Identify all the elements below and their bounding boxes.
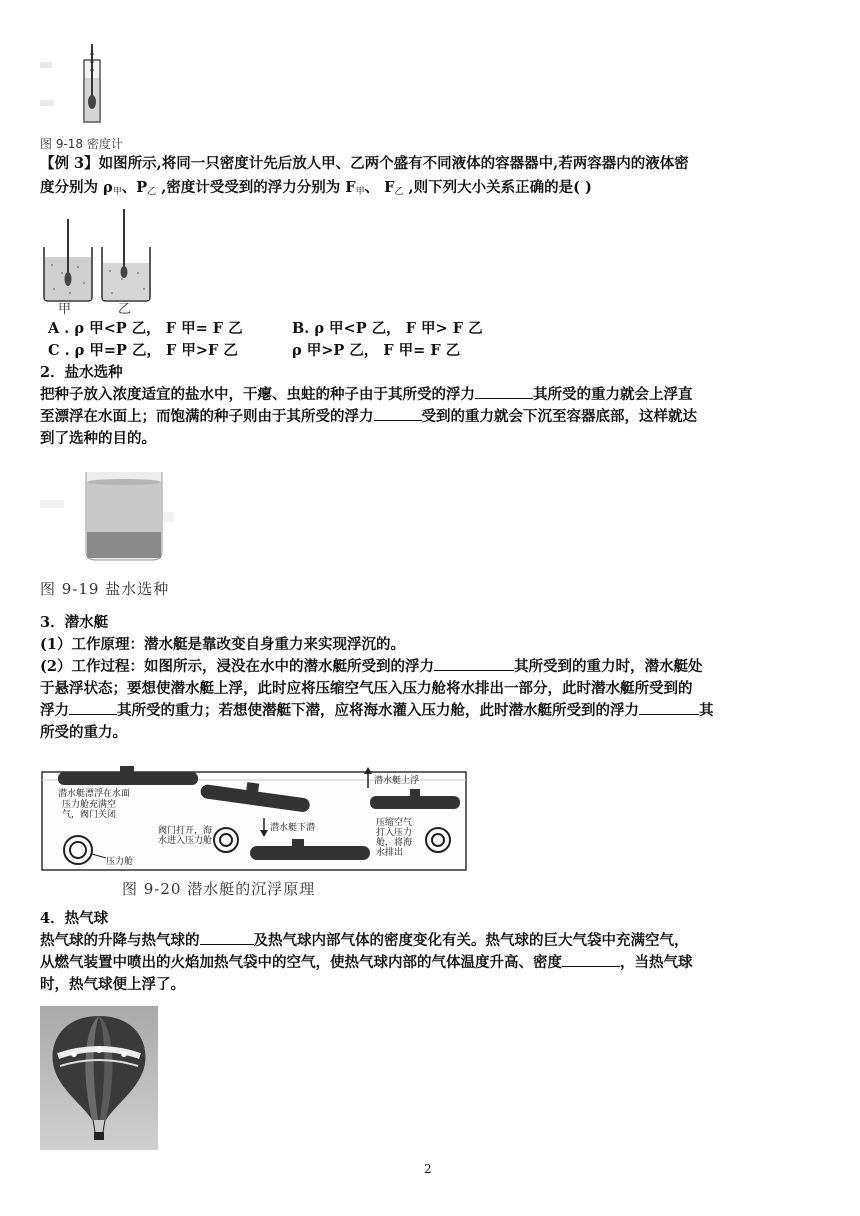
label-up: 潜水艇上浮 — [374, 776, 420, 786]
option-d[interactable]: ρ 甲>P 乙， F 甲= F 乙 — [292, 342, 461, 359]
section-2-heading: 2．盐水选种 — [40, 364, 123, 381]
beaker-label-yi: 乙 — [118, 302, 132, 317]
blank-4[interactable] — [69, 700, 117, 715]
label-compress: 压缩空气 打入压力 舱，将海 水排出 — [376, 818, 413, 858]
section-3-heading: 3．潜水艇 — [40, 614, 109, 631]
two-beakers-figure — [40, 205, 160, 313]
option-a[interactable]: A . ρ 甲<P 乙， F 甲= F 乙 — [48, 320, 243, 337]
label-chamber: 压力舱 — [106, 857, 134, 867]
blank-7[interactable] — [562, 952, 620, 967]
section-4-line-3: 时，热气球便上浮了。 — [40, 976, 185, 993]
section-4-heading: 4．热气球 — [40, 910, 109, 927]
section-4-line-1: 热气球的升降与热气球的 及热气球内部气体的密度变化有关。热气球的巨大气袋中充满空气， — [40, 932, 689, 949]
blank-2[interactable] — [374, 406, 422, 421]
blank-3[interactable] — [434, 656, 514, 671]
label-float: 潜水艇漂浮在水面 — [58, 789, 131, 799]
hot-air-balloon-photo — [40, 1006, 158, 1150]
section-3-line-4: 浮力 其所受的重力；若想使潜艇下潜，应将海水灌入压力舱，此时潜水艇所受到的浮力 其 — [40, 702, 714, 719]
submarine-diagram — [40, 762, 468, 872]
beaker-label-jia: 甲 — [58, 302, 72, 317]
figure-caption-9-19: 图 9-19 盐水选种 — [40, 580, 170, 598]
section-2-line-2: 至漂浮在水面上；而饱满的种子则由于其所受的浮力 受到的重力就会下沉至容器底部，这样就达 — [40, 408, 697, 425]
section-3-line-3: 于悬浮状态；要想使潜水艇上浮，此时应将压缩空气压入压力舱将水排出一部分，此时潜水艇所受到的 — [40, 680, 693, 697]
section-3-line-5: 所受的重力。 — [40, 724, 127, 741]
blank-5[interactable] — [639, 700, 699, 715]
figure-caption-9-20: 图 9-20 潜水艇的沉浮原理 — [122, 880, 316, 898]
label-valve-closed: 压力舱充满空 气，阀门关闭 — [62, 800, 117, 820]
page-number: 2 — [424, 1162, 432, 1176]
option-c[interactable]: C . ρ 甲=P 乙， F 甲>F 乙 — [48, 342, 238, 359]
label-down: 潜水艇下潜 — [270, 823, 316, 833]
hydrometer-figure — [40, 40, 120, 130]
blank-1[interactable] — [475, 384, 533, 399]
section-3-line-2: (2）工作过程：如图所示，浸没在水中的潜水艇所受到的浮力 其所受到的重力时，潜水艇处 — [40, 658, 703, 675]
section-3-line-1: (1）工作原理：潜水艇是靠改变自身重力来实现浮沉的。 — [40, 636, 405, 653]
label-valve-open: 阀门打开，海 水进入压力舱 — [158, 826, 213, 846]
example-tag: 【例 3】 — [40, 155, 99, 172]
section-2-line-1: 把种子放入浓度适宜的盐水中，干瘪、虫蛀的种子由于其所受的浮力 其所受的重力就会上浮直 — [40, 386, 693, 403]
option-b[interactable]: B. ρ 甲<P 乙， F 甲> F 乙 — [292, 320, 483, 337]
example-3-line-1: 【例 3】如图所示,将同一只密度计先后放人甲、乙两个盛有不同液体的容器器中,若两容器内的液体密 — [40, 155, 689, 172]
example-3-line-2: 度分别为 $\rho_甲$、$P_乙$ ,密度计受受到的浮力分别为 $F_甲$、 $F_乙$ ,则下列大小关系正确的是( ) — [40, 179, 592, 197]
section-2-line-3: 到了选种的目的。 — [40, 430, 156, 447]
blank-6[interactable] — [200, 930, 254, 945]
figure-caption-9-18: 图 9-18 密度计 — [40, 137, 123, 151]
salt-water-beaker-figure — [40, 460, 180, 568]
section-4-line-2: 从燃气装置中喷出的火焰加热气袋中的空气，使热气球内部的气体温度升高、密度 ，当热气球 — [40, 954, 693, 971]
